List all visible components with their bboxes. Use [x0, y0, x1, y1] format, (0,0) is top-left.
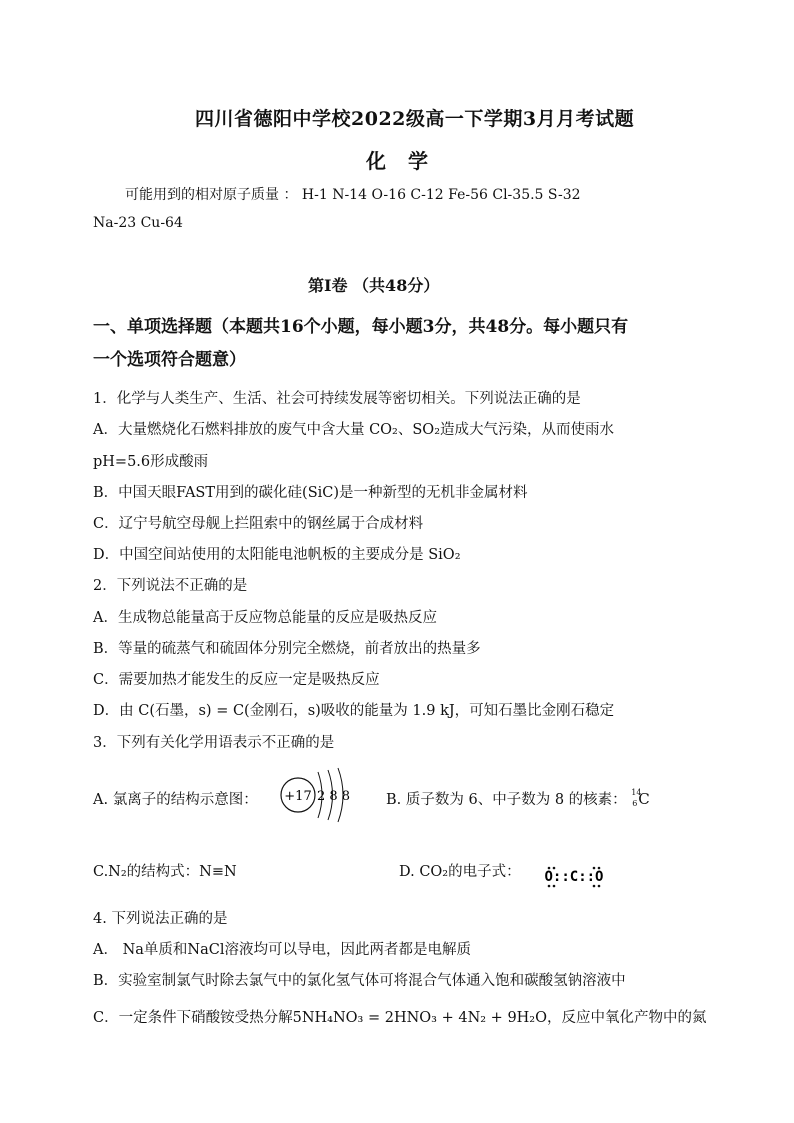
section-heading-line2: 一个选项符合题意）	[93, 350, 246, 370]
mass-number: 14	[631, 788, 642, 797]
atomic-masses-line2: Na-23 Cu-64	[93, 215, 183, 231]
atomic-masses-line1: 可能用到的相对原子质量 ： H-1 N-14 O-16 C-12 Fe-56 Cl-35.5 S-32	[125, 187, 581, 203]
exam-title: 四川省德阳中学校2022级高一下学期3月月考试题	[195, 108, 635, 130]
q2-stem: 2．下列说法不正确的是	[93, 578, 248, 594]
q2-option-d: D．由 C(石墨，s) = C(金刚石，s)吸收的能量为 1.9 kJ，可知石墨比金刚石稳定	[93, 703, 615, 719]
q2-option-b: B．等量的硫蒸气和硫固体分别完全燃烧，前者放出的热量多	[93, 641, 481, 657]
shell-electron-counts: 2 8 8	[317, 789, 351, 804]
q4-option-a: A． Na单质和NaCl溶液均可以导电，因此两者都是电解质	[93, 942, 471, 958]
q1-option-a-line2: pH=5.6形成酸雨	[93, 454, 209, 470]
section-heading-line1: 一、单项选择题（本题共16个小题，每小题3分，共48分。每小题只有	[93, 317, 629, 337]
q1-stem: 1．化学与人类生产、生活、社会可持续发展等密切相关。下列说法正确的是	[93, 391, 581, 407]
q3-option-b-label: B. 质子数为 6、中子数为 8 的核素：	[386, 792, 627, 808]
q4-option-c: C．一定条件下硝酸铵受热分解5NH₄NO₃ = 2HNO₃ + 4N₂ + 9H₂O，反应中氧化产物中的氮	[93, 1010, 707, 1026]
subject-title: 化学	[366, 149, 450, 173]
q3-option-d-label: D. CO₂的电子式：	[399, 864, 521, 880]
q3-option-c: C.N₂的结构式：N≡N	[93, 864, 237, 880]
nucleus-charge: +17	[284, 789, 312, 804]
q4-option-b: B．实验室制氯气时除去氯气中的氯化氢气体可将混合气体通入饱和碳酸氢钠溶液中	[93, 973, 626, 989]
carbon-14-nuclide	[631, 790, 653, 810]
q3-option-a-label: A. 氯离子的结构示意图：	[93, 792, 258, 808]
chloride-ion-structure-diagram	[276, 764, 356, 826]
q1-option-c: C．辽宁号航空母舰上拦阻索中的钢丝属于合成材料	[93, 516, 424, 532]
q1-option-b: B．中国天眼FAST用到的碳化硅(SiC)是一种新型的无机非金属材料	[93, 485, 528, 501]
q2-option-c: C．需要加热才能发生的反应一定是吸热反应	[93, 672, 380, 688]
q3-option-b	[386, 788, 653, 810]
q1-option-a-line1: A．大量燃烧化石燃料排放的废气中含大量 CO₂、SO₂造成大气污染，从而使雨水	[93, 422, 615, 438]
atomic-number: 6	[632, 799, 638, 808]
q1-option-d: D．中国空间站使用的太阳能电池帆板的主要成分是 SiO₂	[93, 547, 461, 563]
q2-option-a: A．生成物总能量高于反应物总能量的反应是吸热反应	[93, 610, 437, 626]
co2-electron-formula	[543, 861, 605, 891]
q3-option-d	[399, 860, 521, 881]
q3-stem: 3．下列有关化学用语表示不正确的是	[93, 735, 335, 751]
q4-stem: 4. 下列说法正确的是	[93, 911, 228, 927]
volume-heading: 第Ⅰ卷 （共48分）	[308, 276, 440, 295]
element-symbol: C	[638, 790, 650, 808]
co2-electron-formula-text: O::C::O	[544, 869, 604, 885]
